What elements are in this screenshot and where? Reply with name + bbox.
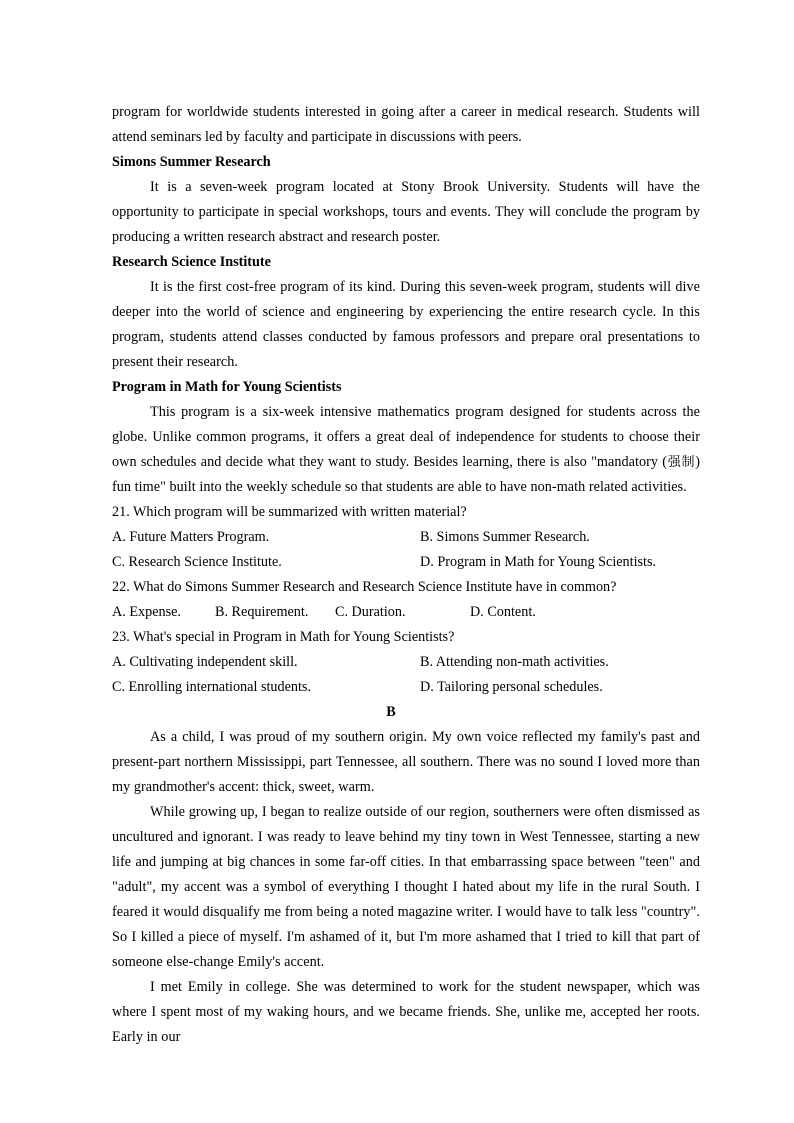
passage-b-section-label: B (386, 704, 396, 720)
question-21-stem: 21. Which program will be summarized with written material? (112, 504, 467, 520)
question-21-options-row-1 (112, 525, 700, 550)
section-body-part1: This program is a six-week intensive mathematics program designed for students across the globe. Unlike common programs, it offers a great deal of independence for students to choose their own schedules and decide what they want to study. Besides learning, there is also "mandatory ( (112, 404, 700, 470)
section-heading-simons-summer-research: Simons Summer Research (112, 154, 271, 170)
question-23-option-a[interactable]: A. Cultivating independent skill. (112, 654, 298, 670)
section-body-part2: ) fun time" built into the weekly schedule so that students are able to have non-math related activities. (112, 454, 700, 495)
question-22-option-c[interactable]: C. Duration. (335, 604, 406, 620)
question-22-option-d[interactable]: D. Content. (470, 604, 536, 620)
question-22-option-a[interactable]: A. Expense. (112, 604, 181, 620)
section-body-program-in-math-for-young-scientists (112, 400, 700, 500)
section-body-simons-summer-research: It is a seven-week program located at Stony Brook University. Students will have the opportunity to participate in special workshops, tours and events. They will conclude the program by producing a written research abstract and research poster. (112, 179, 700, 245)
question-23-stem: 23. What's special in Program in Math for Young Scientists? (112, 629, 455, 645)
section-heading-program-in-math-for-young-scientists: Program in Math for Young Scientists (112, 379, 342, 395)
question-22-options-row (112, 600, 700, 625)
question-21-option-b[interactable]: B. Simons Summer Research. (420, 529, 590, 545)
page-body-column (112, 100, 700, 1050)
passage-b-paragraph-3: I met Emily in college. She was determined to work for the student newspaper, which was where I spent most of my waking hours, and we became friends. She, unlike me, accepted her roots. Early in our (112, 979, 700, 1045)
question-23-option-c[interactable]: C. Enrolling international students. (112, 679, 311, 695)
passage-b-paragraph-2: While growing up, I began to realize outside of our region, southerners were often dismissed as uncultured and ignorant. I was ready to leave behind my tiny town in West Tennessee, starting a new life and jumping at big chances in some far-off cities. In that embarrassing space between "teen" and "adult", my accent was a symbol of everything I thought I hated about my life in the rural South. I feared it would disqualify me from being a noted magazine writer. I would have to talk less "country". So I killed a piece of myself. I'm ashamed of it, but I'm more ashamed that I tried to kill that part of someone else-change Emily's accent. (112, 804, 700, 970)
question-22-stem: 22. What do Simons Summer Research and Research Science Institute have in common? (112, 579, 617, 595)
question-21-options-row-2 (112, 550, 700, 575)
passage-a-continued-paragraph: program for worldwide students interested in going after a career in medical research. Students will attend seminars led by faculty and participate in discussions with peers. (112, 104, 700, 145)
question-22-option-b[interactable]: B. Requirement. (215, 604, 309, 620)
question-23-options-row-1 (112, 650, 700, 675)
question-21-option-c[interactable]: C. Research Science Institute. (112, 554, 282, 570)
question-23-option-d[interactable]: D. Tailoring personal schedules. (420, 679, 603, 695)
question-23-options-row-2 (112, 675, 700, 700)
section-body-research-science-institute: It is the first cost-free program of its kind. During this seven-week program, students will dive deeper into the world of science and engineering by experiencing the entire research cycle. In this program, students attend classes conducted by famous professors and prepare oral presentations to present their research. (112, 279, 700, 370)
question-21-option-d[interactable]: D. Program in Math for Young Scientists. (420, 554, 657, 570)
question-23-option-b[interactable]: B. Attending non-math activities. (420, 654, 609, 670)
section-heading-research-science-institute: Research Science Institute (112, 254, 271, 270)
chinese-gloss-mandatory: 强制 (667, 455, 696, 470)
passage-b-paragraph-1: As a child, I was proud of my southern origin. My own voice reflected my family's past and present-part northern Mississippi, part Tennessee, all southern. There was no sound I loved more than my grandmother's accent: thick, sweet, warm. (112, 729, 700, 795)
question-21-option-a[interactable]: A. Future Matters Program. (112, 529, 270, 545)
